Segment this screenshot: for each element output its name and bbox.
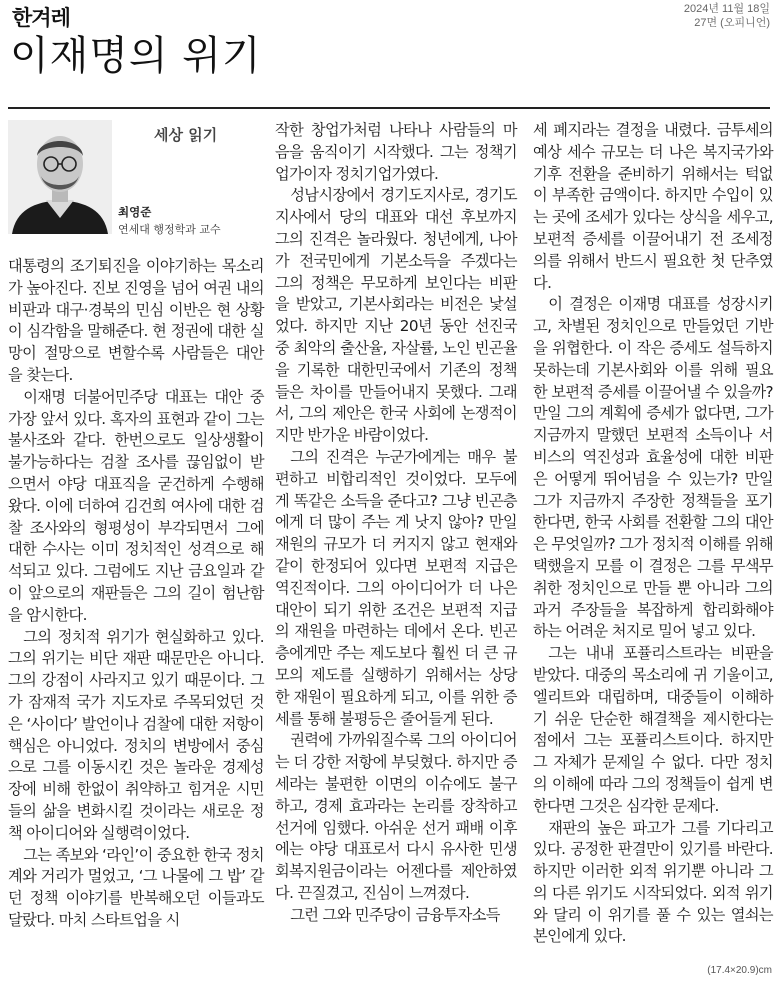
paragraph: 그의 진격은 누군가에게는 매우 불편하고 비합리적인 것이었다. 모두에게 똑같은 소득을 준다고? 그냥 빈곤층에게 더 많이 주는 게 낫지 않아? 만일 재원의 규모가 더 커지지 않고 현재와 같이 한정되어 있다면 보편적 지급은 역진적이다. 그의 아이디어가 더 나은 대안이 되기 위한 조건은 보편적 지급의 재원을 마련하는 데에서 온다. 빈곤층에게만 주는 제도보다 훨씬 더 큰 규모의 제도를 실행하기 위해서는 상당한 재원이 필요하게 되고, 이를 위한 증세를 통해 불평등은 줄어들게 된다.: [275, 447, 517, 728]
headline-divider: [8, 107, 770, 109]
paragraph: 재판의 높은 파고가 그를 기다리고 있다. 공정한 판결만이 있기를 바란다. 하지만 이러한 외적 위기뿐 아니라 그의 다른 위기도 시작되었다. 외적 위기와 달리 이 위기를 풀 수 있는 열쇠는 본인에게 있다.: [533, 818, 773, 946]
article-size-note: (17.4×20.9)cm: [707, 965, 772, 976]
paragraph: 그런 그와 민주당이 금융투자소득: [290, 905, 500, 924]
article-column-2: [275, 120, 517, 926]
paragraph: 작한 창업가처럼 나타나 사람들의 마음을 움직이기 시작했다. 그는 정책기업가이자 정치기업가였다.: [275, 121, 517, 183]
article-column-1: [8, 256, 264, 932]
paragraph: 대통령의 조기퇴진을 이야기하는 목소리가 높아진다. 진보 진영을 넘어 여권 내의 비판과 대구·경북의 민심 이반은 현 상황이 심각함을 말해준다. 현 정권에 대한 실망이 절망으로 변할수록 사람들은 대안을 찾는다.: [8, 257, 264, 384]
paragraph: 이 결정은 이재명 대표를 성장시키고, 차별된 정치인으로 만들었던 기반을 위협한다. 이 작은 증세도 설득하지 못하는데 기본사회와 이를 위해 필요한 보편적 증세를 이끌어낼 수 있을까? 만일 그의 계획에 증세가 없다면, 그가 지금까지 말했던 보편적 소득이나 서비스의 역진성과 효율성에 대한 비판은 어떻게 뛰어넘을 수 있는가? 만일 그가 지금까지 주장한 정책들을 포기한다면, 한국 사회를 전환할 그의 대안은 무엇일까? 그가 정치적 이해를 위해 택했을지 모를 이 결정은 그를 무색무취한 정치인으로 만들 뿐 아니라 그의 과거 주장들을 복잡하게 합리화해야 하는 어려운 처지로 밀어 넣고 있다.: [533, 295, 773, 641]
author-affiliation: 연세대 행정학과 교수: [118, 223, 221, 236]
paragraph: 이재명 더불어민주당 대표는 대안 중 가장 앞서 있다. 혹자의 표현과 같이 그는 불사조와 같다. 한번으로도 일상생활이 불가능하다는 검찰 조사를 끊임없이 받으면서 야당 대표직을 굳건하게 수행해왔다. 이에 더하여 김건희 여사에 대한 검찰 조사와의 형평성이 부각되면서 그에 대한 수사는 이미 정치적인 성격으로 해석되고 있다. 그럼에도 지난 금요일과 같이 앞으로의 재판들은 그의 길이 험난함을 암시한다.: [8, 387, 264, 624]
author-name: 최영준: [118, 205, 152, 219]
paragraph: 그는 내내 포퓰리스트라는 비판을 받았다. 대중의 목소리에 귀 기울이고, 엘리트와 대립하며, 대중들이 이해하기 쉬운 단순한 해결책을 제시한다는 점에서 그는 포퓰리스트이다. 하지만 그 자체가 문제일 수 없다. 다만 정치의 이해에 따라 그의 정책들이 쉽게 변한다면 그것은 심각한 문제다.: [533, 644, 773, 815]
dateline: [684, 2, 770, 30]
page-number: 27면 (오피니언): [694, 17, 770, 29]
paragraph: 성남시장에서 경기도지사로, 경기도지사에서 당의 대표와 대선 후보까지 그의 진격은 놀라웠다. 청년에게, 나아가 전국민에게 기본소득을 주겠다는 그의 정책은 무모하게 보인다는 비판을 받았고, 기본사회라는 비전은 낯설었다. 하지만 지난 20년 동안 선진국 중 최악의 출산율, 자살률, 노인 빈곤율을 기록한 대한민국에서 기존의 정책들은 차이를 만들어내지 못했다. 그래서, 그의 제안은 한국 사회에 논쟁적이지만 반가운 바람이었다.: [275, 186, 517, 445]
paragraph: 세 폐지라는 결정을 내렸다. 금투세의 예상 세수 규모는 더 나은 복지국가와 기후 전환을 준비하기 위해서는 턱없이 부족한 금액이다. 하지만 수입이 있는 곳에 조세가 있다는 상식을 세우고, 보편적 증세를 이끌어내기 전 조세정의를 위해서 반드시 필요한 첫 단추였다.: [533, 121, 773, 292]
author-portrait-illustration: [8, 120, 112, 234]
paragraph: 그는 족보와 ‘라인’이 중요한 한국 정치계와 거리가 멀었고, ‘그 나물에 그 밥’ 같던 정책 이야기를 반복해오던 이들과도 달랐다. 마치 스타트업을 시: [8, 845, 264, 929]
issue-date: 2024년 11월 18일: [683, 3, 770, 15]
author-profile: [8, 120, 264, 252]
article-column-3: [533, 120, 773, 948]
paragraph: 그의 정치적 위기가 현실화하고 있다. 그의 위기는 비단 재판 때문만은 아니다. 그의 강점이 사라지고 있기 때문이다. 그가 잠재적 국가 지도자로 주목되었던 것은 ‘사이다’ 발언이나 검찰에 대한 저항이 핵심은 아니었다. 정치의 변방에서 중심으로 그를 이동시킨 것은 놀라운 경제성장에 비해 한없이 취약하고 힘겨운 시민들의 삶을 변화시킬 것이라는 새로운 정책 아이디어와 실행력이었다.: [8, 627, 264, 842]
newspaper-masthead: 한겨레: [12, 6, 70, 30]
article-headline: 이재명의 위기: [10, 33, 262, 79]
author-photo: [8, 120, 112, 234]
column-series-title: 세상 읽기: [154, 126, 218, 144]
paragraph: 권력에 가까워질수록 그의 아이디어는 더 강한 저항에 부딪혔다. 하지만 증세라는 불편한 이면의 이슈에도 불구하고, 경제 효과라는 논리를 장착하고 선거에 임했다. 아쉬운 선거 패배 이후에는 야당 대표로서 다시 유사한 민생회복지원금이라는 어젠다를 제안하였다. 끈질겼고, 진심이 느껴졌다.: [275, 731, 517, 902]
